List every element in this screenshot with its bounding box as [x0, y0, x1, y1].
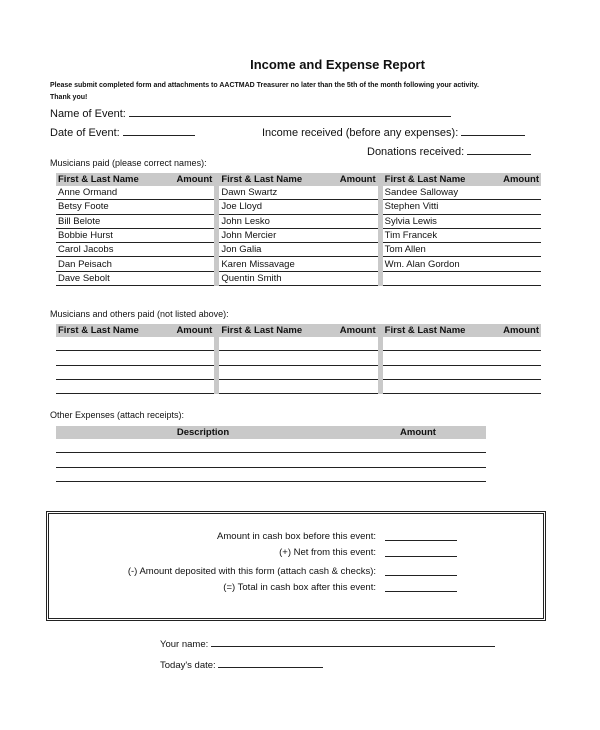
amount-cell[interactable]: [490, 351, 541, 365]
musician-name-cell[interactable]: [383, 379, 491, 393]
musician-name-cell[interactable]: Anne Ormand: [56, 186, 164, 200]
musician-name-cell[interactable]: [56, 379, 164, 393]
instructions: Please submit completed form and attachments to AACTMAD Treasurer no later than the 5th of the month following your activity.: [50, 82, 479, 89]
musician-name-cell[interactable]: Quentin Smith: [219, 271, 327, 285]
amount-cell[interactable]: [327, 200, 378, 214]
amount-cell[interactable]: [164, 365, 215, 379]
todays-date-field[interactable]: [160, 660, 323, 671]
amount-cell[interactable]: [164, 214, 215, 228]
musician-name-cell[interactable]: [219, 379, 327, 393]
musician-name-cell[interactable]: Sylvia Lewis: [383, 214, 491, 228]
name-header: First & Last Name: [56, 324, 164, 337]
musician-name-cell[interactable]: Jon Galia: [219, 243, 327, 257]
musician-name-cell[interactable]: [219, 337, 327, 351]
amount-cell[interactable]: [490, 271, 541, 285]
name-header: First & Last Name: [219, 324, 327, 337]
name-of-event-field[interactable]: [50, 108, 451, 120]
income-received-label: Income received (before any expenses):: [262, 127, 459, 139]
musician-name-cell[interactable]: John Lesko: [219, 214, 327, 228]
amount-cell[interactable]: [490, 337, 541, 351]
amount-cell[interactable]: [490, 214, 541, 228]
amount-cell[interactable]: [164, 379, 215, 393]
musician-name-cell[interactable]: [383, 365, 491, 379]
other-expenses-label: Other Expenses (attach receipts):: [50, 410, 185, 420]
musician-name-cell[interactable]: [219, 351, 327, 365]
amount-cell[interactable]: [164, 243, 215, 257]
donations-received-field[interactable]: [367, 146, 531, 158]
table-row: [56, 257, 541, 271]
musician-name-cell[interactable]: Dave Sebolt: [56, 271, 164, 285]
description-header: Description: [56, 426, 350, 439]
table-row: [56, 351, 541, 365]
amount-cell[interactable]: [490, 243, 541, 257]
table-row: [56, 200, 541, 214]
name-header: First & Last Name: [219, 173, 327, 186]
musician-name-cell[interactable]: Karen Missavage: [219, 257, 327, 271]
amount-cell[interactable]: [327, 228, 378, 242]
amount-cell[interactable]: [327, 186, 378, 200]
musician-name-cell[interactable]: [383, 271, 491, 285]
musician-name-cell[interactable]: Bobbie Hurst: [56, 228, 164, 242]
musician-name-cell[interactable]: Carol Jacobs: [56, 243, 164, 257]
amount-cell[interactable]: [164, 257, 215, 271]
table-row: [56, 214, 541, 228]
amount-cell[interactable]: [490, 186, 541, 200]
musician-name-cell[interactable]: [383, 337, 491, 351]
date-of-event-field[interactable]: [50, 127, 195, 139]
deposited-field[interactable]: [385, 565, 457, 576]
amount-cell[interactable]: [490, 379, 541, 393]
income-received-field[interactable]: [262, 127, 525, 139]
amount-cell[interactable]: [164, 271, 215, 285]
table-row: [56, 271, 541, 285]
amount-header: Amount: [164, 324, 215, 337]
todays-date-label: Today's date:: [160, 660, 216, 671]
others-paid-label: Musicians and others paid (not listed above):: [50, 309, 229, 319]
amount-cell[interactable]: [164, 186, 215, 200]
musician-name-cell[interactable]: Tim Francek: [383, 228, 491, 242]
your-name-label: Your name:: [160, 639, 209, 650]
amount-cell[interactable]: [164, 351, 215, 365]
expense-row[interactable]: [56, 453, 486, 467]
amount-cell[interactable]: [327, 337, 378, 351]
table-row: [56, 228, 541, 242]
amount-cell[interactable]: [327, 243, 378, 257]
cash-before-field[interactable]: [385, 530, 457, 541]
name-header: First & Last Name: [383, 173, 491, 186]
amount-cell[interactable]: [490, 200, 541, 214]
total-after-field[interactable]: [385, 581, 457, 592]
amount-header: Amount: [490, 173, 541, 186]
amount-cell[interactable]: [327, 257, 378, 271]
amount-cell[interactable]: [164, 200, 215, 214]
table-row: [56, 337, 541, 351]
musician-name-cell[interactable]: Sandee Salloway: [383, 186, 491, 200]
musician-name-cell[interactable]: [56, 365, 164, 379]
musician-name-cell[interactable]: Bill Belote: [56, 214, 164, 228]
expense-row[interactable]: [56, 439, 486, 453]
amount-cell[interactable]: [490, 365, 541, 379]
musician-name-cell[interactable]: Stephen Vitti: [383, 200, 491, 214]
musicians-paid-label: Musicians paid (please correct names):: [50, 158, 207, 168]
amount-header: Amount: [327, 324, 378, 337]
amount-cell[interactable]: [327, 214, 378, 228]
musician-name-cell[interactable]: Betsy Foote: [56, 200, 164, 214]
musician-name-cell[interactable]: Wm. Alan Gordon: [383, 257, 491, 271]
musician-name-cell[interactable]: [383, 351, 491, 365]
amount-cell[interactable]: [327, 379, 378, 393]
date-of-event-label: Date of Event:: [50, 127, 120, 139]
musician-name-cell[interactable]: [219, 365, 327, 379]
table-row: [56, 365, 541, 379]
musician-name-cell[interactable]: Tom Allen: [383, 243, 491, 257]
cash-before-label: Amount in cash box before this event:: [217, 531, 376, 542]
musician-name-cell[interactable]: [56, 337, 164, 351]
total-after-label: (=) Total in cash box after this event:: [223, 582, 376, 593]
amount-header: Amount: [490, 324, 541, 337]
your-name-field[interactable]: [160, 639, 495, 650]
amount-cell[interactable]: [327, 365, 378, 379]
musician-name-cell[interactable]: Dawn Swartz: [219, 186, 327, 200]
musicians-paid-table: [56, 173, 541, 286]
donations-received-label: Donations received:: [367, 146, 465, 158]
amount-header: Amount: [164, 173, 215, 186]
amount-cell[interactable]: [164, 337, 215, 351]
amount-header: Amount: [350, 426, 486, 439]
musician-name-cell[interactable]: Dan Peisach: [56, 257, 164, 271]
amount-header: Amount: [327, 173, 378, 186]
amount-cell[interactable]: [327, 351, 378, 365]
name-header: First & Last Name: [56, 173, 164, 186]
table-row: [56, 186, 541, 200]
net-label: (+) Net from this event:: [279, 547, 376, 558]
page-title: Income and Expense Report: [250, 57, 425, 72]
amount-cell[interactable]: [164, 228, 215, 242]
musician-name-cell[interactable]: John Mercier: [219, 228, 327, 242]
musician-name-cell[interactable]: [56, 351, 164, 365]
amount-cell[interactable]: [490, 228, 541, 242]
name-header: First & Last Name: [383, 324, 491, 337]
table-row: [56, 243, 541, 257]
name-of-event-label: Name of Event:: [50, 108, 126, 120]
amount-cell[interactable]: [490, 257, 541, 271]
thank-you: Thank you!: [50, 94, 88, 101]
net-field[interactable]: [385, 546, 457, 557]
expense-row[interactable]: [56, 467, 486, 481]
other-expenses-table: [56, 426, 486, 482]
table-row: [56, 379, 541, 393]
deposited-label: (-) Amount deposited with this form (attach cash & checks):: [127, 566, 376, 577]
others-paid-table: [56, 324, 541, 394]
musician-name-cell[interactable]: Joe Lloyd: [219, 200, 327, 214]
amount-cell[interactable]: [327, 271, 378, 285]
